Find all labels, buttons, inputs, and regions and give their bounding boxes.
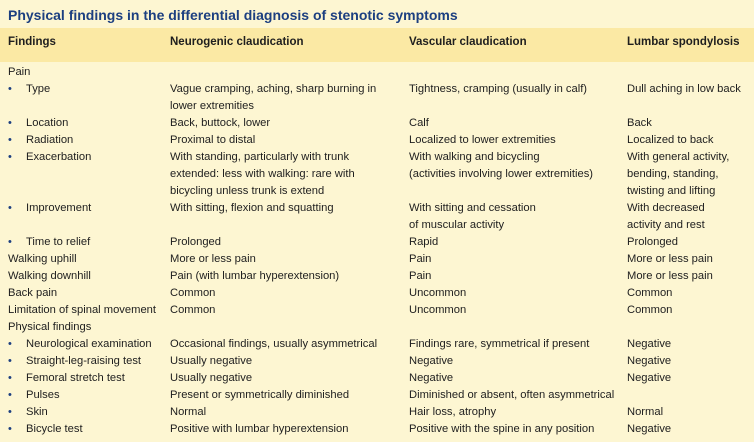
cell-vasc: Positive with the spine in any position bbox=[409, 423, 595, 435]
cell-neuro: extended: less with walking: rare with bbox=[170, 168, 355, 180]
cell-neuro: More or less pain bbox=[170, 253, 256, 265]
row-finding-label: Location bbox=[26, 117, 69, 129]
cell-neuro: Usually negative bbox=[170, 372, 253, 384]
row-finding-label: Pain bbox=[8, 66, 31, 78]
cell-vasc: With sitting and cessation bbox=[409, 202, 536, 214]
cell-lumbar: Prolonged bbox=[627, 236, 679, 248]
cell-lumbar: With decreased bbox=[627, 202, 705, 214]
bullet-icon: • bbox=[8, 338, 12, 350]
cell-vasc: Uncommon bbox=[409, 304, 467, 316]
cell-lumbar: Common bbox=[627, 304, 673, 316]
cell-lumbar: More or less pain bbox=[627, 253, 713, 265]
cell-vasc: Tightness, cramping (usually in calf) bbox=[409, 83, 588, 95]
cell-lumbar: bending, standing, bbox=[627, 168, 719, 180]
bullet-icon: • bbox=[8, 151, 12, 163]
cell-neuro: Back, buttock, lower bbox=[170, 117, 271, 129]
cell-vasc: Pain bbox=[409, 253, 432, 265]
cell-lumbar: More or less pain bbox=[627, 270, 713, 282]
row-finding-label: Improvement bbox=[26, 202, 92, 214]
column-header-lumbar: Lumbar spondylosis bbox=[627, 36, 740, 48]
row-finding-label: Type bbox=[26, 83, 51, 95]
cell-neuro: Common bbox=[170, 287, 216, 299]
cell-neuro: Proximal to distal bbox=[170, 134, 256, 146]
bullet-icon: • bbox=[8, 372, 12, 384]
bullet-icon: • bbox=[8, 134, 12, 146]
bullet-icon: • bbox=[8, 355, 12, 367]
cell-lumbar: twisting and lifting bbox=[627, 185, 716, 197]
cell-lumbar: Negative bbox=[627, 372, 672, 384]
row-finding-label: Walking uphill bbox=[8, 253, 77, 265]
cell-neuro: Vague cramping, aching, sharp burning in bbox=[170, 83, 377, 95]
cell-lumbar: activity and rest bbox=[627, 219, 705, 231]
cell-vasc: (activities involving lower extremities) bbox=[409, 168, 594, 180]
cell-neuro: lower extremities bbox=[170, 100, 254, 112]
cell-neuro: With sitting, flexion and squatting bbox=[170, 202, 334, 214]
row-finding-label: Bicycle test bbox=[26, 423, 83, 435]
cell-vasc: Rapid bbox=[409, 236, 439, 248]
cell-lumbar: Localized to back bbox=[627, 134, 714, 146]
cell-neuro: Prolonged bbox=[170, 236, 222, 248]
bullet-icon: • bbox=[8, 83, 12, 95]
row-finding-label: Straight-leg-raising test bbox=[26, 355, 142, 367]
bullet-icon: • bbox=[8, 117, 12, 129]
cell-lumbar: Negative bbox=[627, 355, 672, 367]
cell-vasc: With walking and bicycling bbox=[409, 151, 540, 163]
cell-vasc: Diminished or absent, often asymmetrical bbox=[409, 389, 615, 401]
bullet-icon: • bbox=[8, 389, 12, 401]
row-finding-label: Limitation of spinal movement bbox=[8, 304, 156, 316]
cell-vasc: Negative bbox=[409, 355, 454, 367]
cell-lumbar: Negative bbox=[627, 423, 672, 435]
cell-neuro: Present or symmetrically diminished bbox=[170, 389, 350, 401]
cell-lumbar: Normal bbox=[627, 406, 664, 418]
column-header-neurogenic: Neurogenic claudication bbox=[170, 36, 304, 48]
row-finding-label: Neurological examination bbox=[26, 338, 152, 350]
cell-lumbar: Dull aching in low back bbox=[627, 83, 741, 95]
cell-vasc: Localized to lower extremities bbox=[409, 134, 556, 146]
cell-vasc: Pain bbox=[409, 270, 432, 282]
cell-neuro: Usually negative bbox=[170, 355, 253, 367]
cell-neuro: Positive with lumbar hyperextension bbox=[170, 423, 349, 435]
table-title: Physical findings in the differential diagnosis of stenotic symptoms bbox=[8, 7, 458, 23]
cell-neuro: Common bbox=[170, 304, 216, 316]
row-finding-label: Walking downhill bbox=[8, 270, 91, 282]
row-finding-label: Physical findings bbox=[8, 321, 92, 333]
cell-lumbar: Negative bbox=[627, 338, 672, 350]
cell-vasc: of muscular activity bbox=[409, 219, 505, 231]
column-header-vascular: Vascular claudication bbox=[409, 36, 527, 48]
bullet-icon: • bbox=[8, 202, 12, 214]
cell-vasc: Calf bbox=[409, 117, 429, 129]
row-finding-label: Radiation bbox=[26, 134, 74, 146]
cell-neuro: bicycling unless trunk is extend bbox=[170, 185, 325, 197]
bullet-icon: • bbox=[8, 236, 12, 248]
cell-lumbar: Common bbox=[627, 287, 673, 299]
bullet-icon: • bbox=[8, 423, 12, 435]
cell-vasc: Uncommon bbox=[409, 287, 467, 299]
row-finding-label: Femoral stretch test bbox=[26, 372, 125, 384]
cell-neuro: Occasional findings, usually asymmetrical bbox=[170, 338, 378, 350]
row-finding-label: Skin bbox=[26, 406, 48, 418]
row-finding-label: Exacerbation bbox=[26, 151, 92, 163]
bullet-icon: • bbox=[8, 406, 12, 418]
cell-neuro: Pain (with lumbar hyperextension) bbox=[170, 270, 340, 282]
row-finding-label: Back pain bbox=[8, 287, 58, 299]
cell-lumbar: With general activity, bbox=[627, 151, 730, 163]
cell-vasc: Hair loss, atrophy bbox=[409, 406, 497, 418]
cell-lumbar: Back bbox=[627, 117, 652, 129]
row-finding-label: Time to relief bbox=[26, 236, 91, 248]
row-finding-label: Pulses bbox=[26, 389, 60, 401]
cell-vasc: Findings rare, symmetrical if present bbox=[409, 338, 590, 350]
cell-neuro: Normal bbox=[170, 406, 207, 418]
cell-neuro: With standing, particularly with trunk bbox=[170, 151, 350, 163]
cell-vasc: Negative bbox=[409, 372, 454, 384]
column-header-findings: Findings bbox=[8, 36, 56, 48]
